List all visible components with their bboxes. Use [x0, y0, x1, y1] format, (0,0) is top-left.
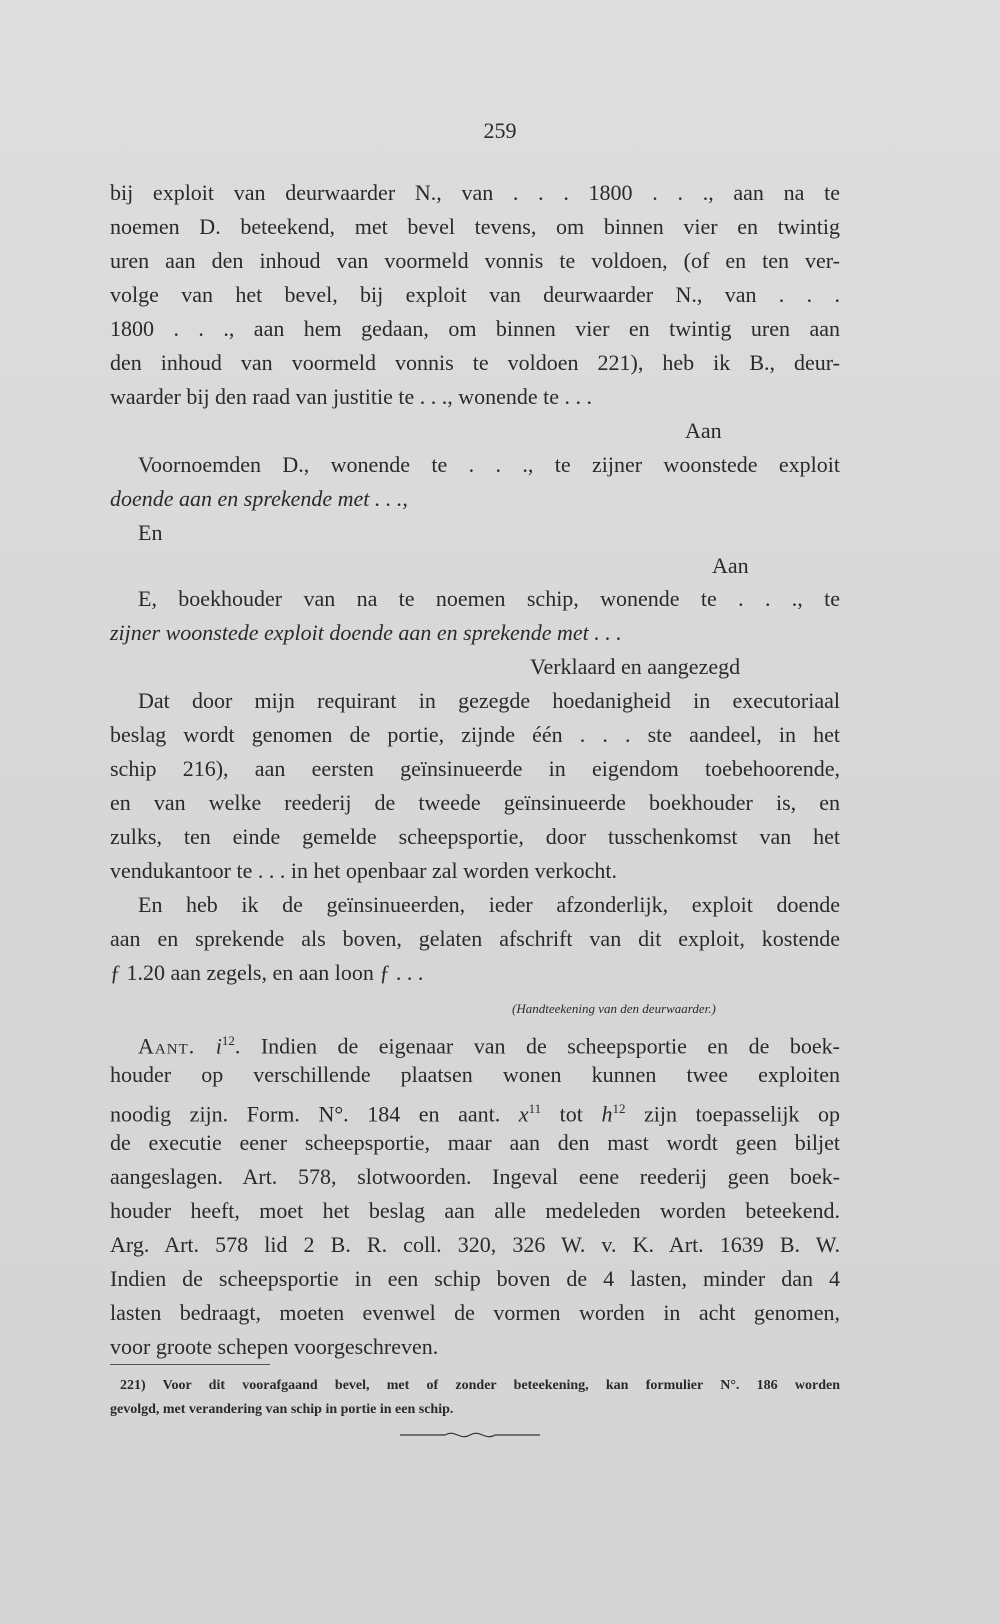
text-line: de executie eener scheepsportie, maar aan den mast wordt geen biljet — [110, 1130, 840, 1155]
text-line: Voornoemden D., wonende te . . ., te zijner woonstede exploit — [138, 452, 840, 477]
text-line: E, boekhouder van na te noemen schip, wonende te . . ., te — [138, 586, 840, 611]
heading-aan: Aan — [685, 418, 722, 443]
footnote-line: 221) Voor dit voorafgaand bevel, met of zonder beteekening, kan formulier N°. 186 worden — [120, 1378, 840, 1393]
footnote-line: gevolgd, met verandering van schip in portie in een schip. — [110, 1402, 454, 1417]
text-line: en van welke reederij de tweede geïnsinueerde boekhouder is, en — [110, 790, 840, 815]
text-line: 1800 . . ., aan hem gedaan, om binnen vier en twintig uren aan — [110, 316, 840, 341]
aant-h-sup: 12 — [612, 1101, 626, 1116]
page-number: 259 — [483, 118, 517, 143]
text-line: zulks, ten einde gemelde scheepsportie, door tusschenkomst van het — [110, 824, 840, 849]
text-line: En heb ik de geïnsinueerden, ieder afzonderlijk, exploit doende — [138, 892, 840, 917]
text-line: noemen D. beteekend, met bevel tevens, om binnen vier en twintig — [110, 214, 840, 239]
ornament-divider — [400, 1430, 540, 1440]
text-line: lasten bedraagt, moeten evenwel de vormen worden in acht genomen, — [110, 1300, 840, 1325]
text-line: vendukantoor te . . . in het openbaar zal worden verkocht. — [110, 858, 618, 883]
aant-line: Aant. $i^{12}$. Indien de eigenaar van de scheepsportie en de boek- — [138, 1033, 840, 1059]
text-line: schip 216), aan eersten geïnsinueerde in eigendom toebehoorende, — [110, 756, 840, 781]
aant-ref: i — [215, 1033, 222, 1059]
aant-rest: zijn toepasselijk op — [644, 1101, 840, 1127]
text-line: aangeslagen. Art. 578, slotwoorden. Ingeval eene reederij geen boek- — [110, 1164, 840, 1189]
text-line: En — [138, 520, 163, 545]
text-line: doende aan en sprekende met . . ., — [110, 486, 408, 511]
text-line: voor groote schepen voorgeschreven. — [110, 1334, 439, 1359]
aant-tot: tot — [559, 1101, 583, 1127]
text-line: waarder bij den raad van justitie te . . ., wonende te . . . — [110, 384, 593, 409]
aant-x-sup: 11 — [528, 1101, 542, 1116]
text-line: den inhoud van voormeld vonnis te voldoen 221), heb ik B., deur- — [110, 350, 840, 375]
text-line: uren aan den inhoud van voormeld vonnis te voldoen, (of en ten ver- — [110, 248, 840, 273]
aant-label: Aant. — [138, 1033, 196, 1059]
text-line: Arg. Art. 578 lid 2 B. R. coll. 320, 326 W. v. K. Art. 1639 B. W. — [110, 1232, 840, 1257]
text-line: Indien de eigenaar van de scheepsportie en de boek- — [260, 1033, 840, 1059]
signature-note: (Handteekening van den deurwaarder.) — [512, 1001, 716, 1016]
text-line: zijner woonstede exploit doende aan en sprekende met . . . — [110, 620, 622, 645]
aant-form-line — [110, 1096, 840, 1127]
text-line: Dat door mijn requirant in gezegde hoedanigheid in executoriaal — [138, 688, 840, 713]
text-line: houder op verschillende plaatsen wonen kunnen twee exploiten — [110, 1062, 840, 1087]
heading-aan: Aan — [712, 553, 749, 578]
text-line: noodig zijn. Form. N°. 184 en aant. — [110, 1101, 501, 1127]
heading-verklaard: Verklaard en aangezegd — [530, 654, 741, 679]
text-line: bij exploit van deurwaarder N., van . . . 1800 . . ., aan na te — [110, 180, 840, 205]
text-line: ƒ 1.20 aan zegels, en aan loon ƒ . . . — [110, 960, 424, 985]
text-line: Indien de scheepsportie in een schip boven de 4 lasten, minder dan 4 — [110, 1266, 840, 1291]
footnote-rule — [110, 1364, 270, 1365]
aant-h: h — [601, 1101, 613, 1127]
text-line: beslag wordt genomen de portie, zijnde één . . . ste aandeel, in het — [110, 722, 840, 747]
aant-x: x — [518, 1101, 529, 1127]
text-line: volge van het bevel, bij exploit van deurwaarder N., van . . . — [110, 282, 840, 307]
aant-ref-sup: 12 — [221, 1033, 235, 1048]
text-line: houder heeft, moet het beslag aan alle medeleden worden beteekend. — [110, 1198, 840, 1223]
text-line: aan en sprekende als boven, gelaten afschrift van dit exploit, kostende — [110, 926, 840, 951]
